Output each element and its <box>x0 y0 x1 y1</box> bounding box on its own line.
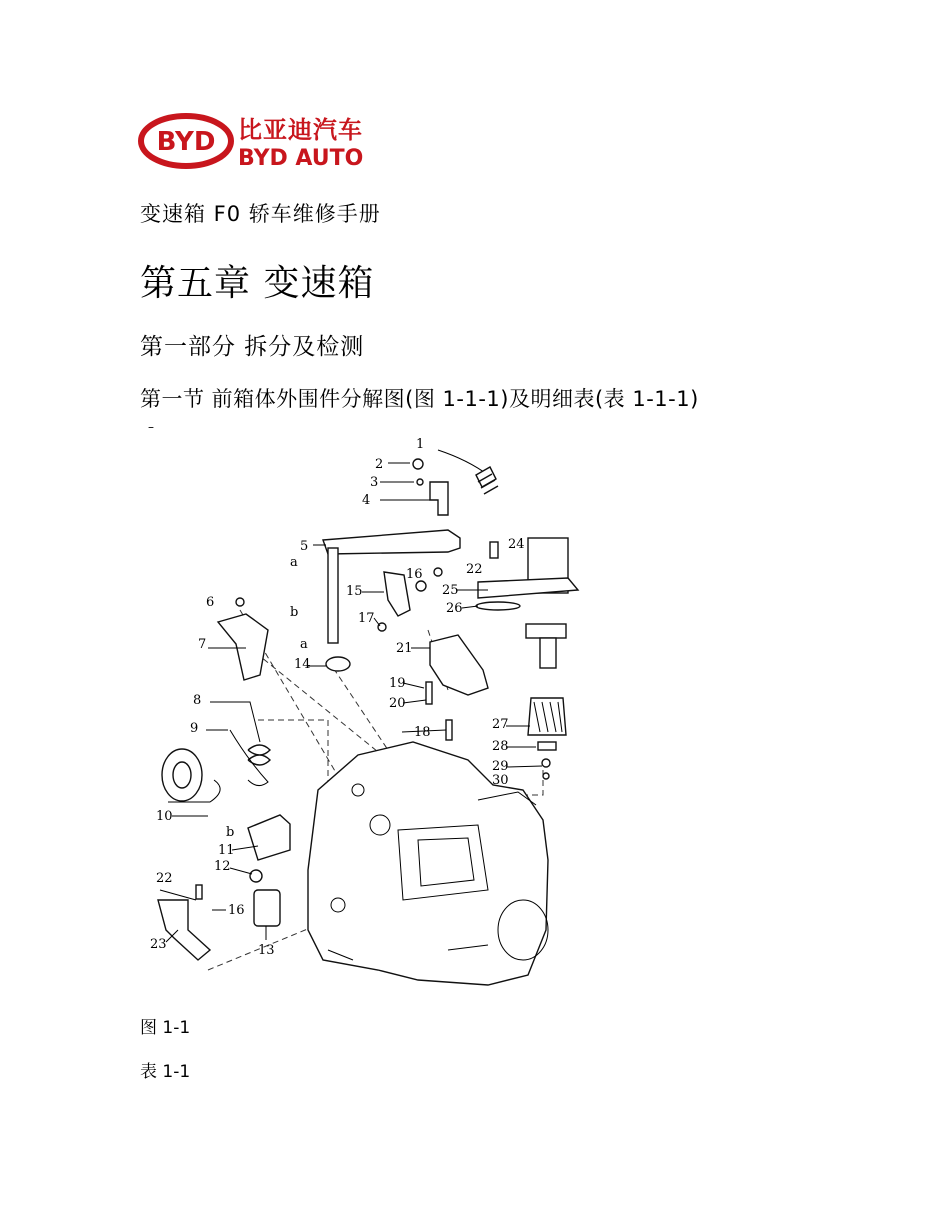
bolt-part <box>196 885 202 899</box>
byd-logo-image <box>138 110 400 172</box>
label-15: 15 <box>346 584 363 599</box>
bolt-part <box>413 459 423 469</box>
manual-subtitle: 变速箱 F0 轿车维修手册 <box>140 202 381 226</box>
washer-part <box>538 742 556 750</box>
label-22b: 22 <box>156 871 173 886</box>
logo-mark-text: BYD <box>156 127 216 157</box>
release-fork-part <box>248 815 290 860</box>
label-7: 7 <box>198 637 207 652</box>
drive-shaft-part <box>540 638 556 668</box>
retainer-part <box>478 578 578 598</box>
leader-line <box>438 450 488 475</box>
logo-en-text: BYD AUTO <box>238 146 364 171</box>
label-a: a <box>290 555 298 570</box>
label-13: 13 <box>258 943 275 958</box>
label-18: 18 <box>414 725 431 740</box>
selector-lever-part <box>323 530 460 554</box>
bolt-part <box>446 720 452 740</box>
label-3: 3 <box>370 475 379 490</box>
label-28: 28 <box>492 739 509 754</box>
label-16b: 16 <box>228 903 245 918</box>
label-5: 5 <box>300 539 309 554</box>
clip-part <box>542 759 550 767</box>
logo-cn-text: 比亚迪汽车 <box>238 116 363 144</box>
label-8: 8 <box>193 693 202 708</box>
label-b2: b <box>226 825 235 840</box>
label-10: 10 <box>156 809 173 824</box>
bolt-part <box>490 542 498 558</box>
label-6: 6 <box>206 595 215 610</box>
table-caption: 表 1-1 <box>140 1062 191 1082</box>
exploded-view-diagram <box>148 430 588 990</box>
label-20: 20 <box>389 696 406 711</box>
bearing-guide-part <box>218 614 268 680</box>
bolt-part <box>426 682 432 704</box>
label-26: 26 <box>446 601 463 616</box>
part-heading: 第一部分 拆分及检测 <box>140 334 365 360</box>
seal-part <box>326 657 350 671</box>
label-19: 19 <box>389 676 406 691</box>
label-11: 11 <box>218 843 235 858</box>
label-29: 29 <box>492 759 509 774</box>
nut-part <box>416 581 426 591</box>
gearbox-exploded-drawing <box>148 430 588 990</box>
washer-part <box>417 479 423 485</box>
label-14: 14 <box>294 657 311 672</box>
label-b: b <box>290 605 299 620</box>
label-12: 12 <box>214 859 231 874</box>
label-1: 1 <box>416 437 425 452</box>
label-9: 9 <box>190 721 199 736</box>
ring-part <box>543 773 549 779</box>
section-heading: 第一节 前箱体外围件分解图(图 1-1-1)及明细表(表 1-1-1) <box>140 387 699 411</box>
guide-line <box>328 660 388 750</box>
label-21: 21 <box>396 641 413 656</box>
label-24: 24 <box>508 537 525 552</box>
bolt-part <box>236 598 244 606</box>
seal-part <box>526 624 566 638</box>
cover-plate-part <box>430 635 488 695</box>
label-a2: a <box>300 637 308 652</box>
label-16: 16 <box>406 567 423 582</box>
label-30: 30 <box>492 773 509 788</box>
bracket-part <box>430 482 448 515</box>
clip-part <box>250 870 262 882</box>
byd-logo <box>138 110 400 172</box>
stray-mark: – <box>148 420 154 434</box>
label-4: 4 <box>362 493 371 508</box>
bolt-part <box>434 568 442 576</box>
bearing-bore <box>173 762 191 788</box>
spring-part <box>476 467 498 494</box>
selector-shaft-part <box>328 548 338 643</box>
gearbox-housing-part <box>308 742 548 985</box>
label-25: 25 <box>442 583 459 598</box>
label-27: 27 <box>492 717 509 732</box>
o-ring-part <box>476 602 520 610</box>
figure-caption: 图 1-1 <box>140 1018 191 1038</box>
label-2: 2 <box>375 457 384 472</box>
chapter-heading: 第五章 变速箱 <box>140 263 375 304</box>
boot-part <box>254 890 280 926</box>
label-23: 23 <box>150 937 167 952</box>
label-22: 22 <box>466 562 483 577</box>
label-17: 17 <box>358 611 375 626</box>
